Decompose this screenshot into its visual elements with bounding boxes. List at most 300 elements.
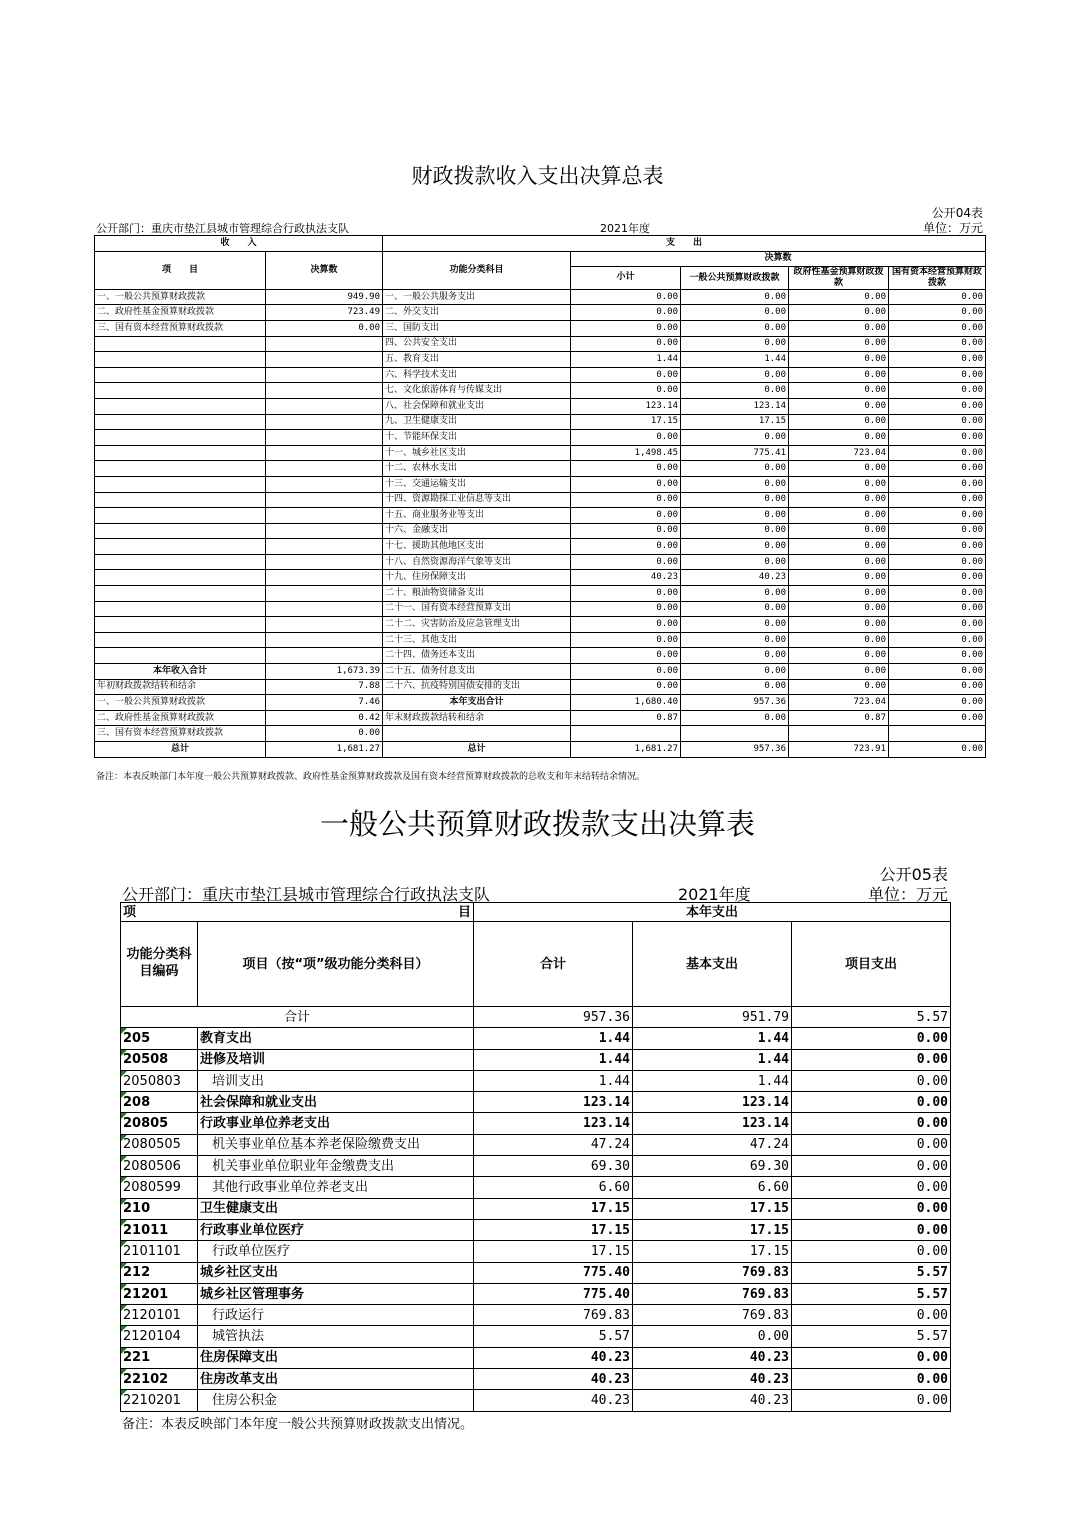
summary-row [95,617,986,633]
summary-row [95,554,986,570]
cell-marker-icon [121,1156,127,1162]
expense-func-item: 十八、自然资源海洋气象等支出 [383,554,571,570]
expense-general: 0.00 [681,710,789,726]
expense-state: 0.00 [889,601,986,617]
expense-general: 775.41 [681,445,789,461]
expense-state: 0.00 [889,679,986,695]
expense-subtotal: 0.00 [571,367,681,383]
expense-func-item: 十三、交通运输支出 [383,476,571,492]
function-code [121,1177,198,1198]
income-item [95,632,266,648]
summary-row [95,445,986,461]
cell-marker-icon [121,1177,127,1183]
expense-general: 0.00 [681,539,789,555]
expense-general [681,726,789,742]
project-header: 项目支出 [792,922,951,1007]
income-item [95,601,266,617]
expense-state: 0.00 [889,305,986,321]
expense-subtotal: 0.00 [571,539,681,555]
function-code-text: 2080506 [123,1158,181,1174]
expense-basic: 17.15 [633,1241,792,1262]
cell-marker-icon [121,1028,127,1034]
summary-row [95,289,986,305]
income-item [95,383,266,399]
expense-general: 0.00 [681,305,789,321]
expense-total: 123.14 [474,1113,633,1134]
expense-general: 0.00 [681,523,789,539]
expense-basic: 17.15 [633,1198,792,1219]
expense-subtotal: 0.00 [571,586,681,602]
function-code [121,1049,198,1070]
expense-project: 5.57 [792,1326,951,1347]
expense-fund: 0.00 [789,601,889,617]
table2-dept: 公开部门：重庆市垫江县城市管理综合行政执法支队 [122,885,491,904]
expense-fund: 0.00 [789,414,889,430]
function-name: 卫生健康支出 [198,1198,474,1219]
income-amount [266,476,383,492]
expense-total: 775.40 [474,1262,633,1283]
expense-state: 0.00 [889,383,986,399]
expense-fund: 0.00 [789,648,889,664]
expense-fund: 0.00 [789,492,889,508]
final-header: 决算数 [571,251,986,267]
general-budget-header: 一般公共预算财政拨款 [681,267,789,290]
expense-basic: 40.23 [633,1390,792,1411]
expense-general: 0.00 [681,336,789,352]
income-amount: 7.88 [266,679,383,695]
expense-row [121,1369,951,1390]
expense-basic: 40.23 [633,1369,792,1390]
expense-row [121,1092,951,1113]
function-code [121,1347,198,1368]
function-name: 行政运行 [198,1305,474,1326]
income-amount [266,492,383,508]
summary-row [95,664,986,680]
expense-fund: 0.00 [789,570,889,586]
expense-state: 0.00 [889,492,986,508]
income-item: 三、国有资本经营预算财政拨款 [95,726,266,742]
expense-total: 775.40 [474,1283,633,1304]
income-amount [266,398,383,414]
expense-general: 0.00 [681,586,789,602]
cell-marker-icon [121,1348,127,1354]
income-item: 二、政府性基金预算财政拨款 [95,710,266,726]
expense-project: 0.00 [792,1177,951,1198]
expense-subtotal: 0.00 [571,305,681,321]
summary-row [95,726,986,742]
summary-row [95,508,986,524]
function-code-text: 2080505 [123,1137,181,1153]
expense-fund: 0.00 [789,539,889,555]
income-item [95,570,266,586]
function-name: 行政单位医疗 [198,1241,474,1262]
expense-subtotal: 0.00 [571,492,681,508]
expense-fund: 0.00 [789,367,889,383]
income-item: 年初财政拨款结转和结余 [95,679,266,695]
expense-row [121,1028,951,1049]
expense-state: 0.00 [889,398,986,414]
expense-total: 17.15 [474,1198,633,1219]
expense-project: 0.00 [792,1049,951,1070]
income-amount: 0.42 [266,710,383,726]
expense-row [121,1326,951,1347]
item-header: 项 目 [95,251,266,289]
expense-func-item [383,726,571,742]
function-code [121,1156,198,1177]
cell-marker-icon [121,1092,127,1098]
expense-total: 1.44 [474,1070,633,1091]
expense-row [121,1070,951,1091]
expense-func-item: 十二、农林水支出 [383,461,571,477]
income-amount: 0.00 [266,320,383,336]
income-amount [266,367,383,383]
expense-row [121,1198,951,1219]
expense-project: 0.00 [792,1369,951,1390]
expense-func-item: 二十一、国有资本经营预算支出 [383,601,571,617]
table1-form-no: 公开04表 [931,206,983,220]
expense-total: 47.24 [474,1134,633,1155]
summary-row [95,710,986,726]
expense-func-item: 总计 [383,742,571,758]
expense-general: 0.00 [681,461,789,477]
expense-func-item: 七、文化旅游体育与传媒支出 [383,383,571,399]
expense-state: 0.00 [889,445,986,461]
expense-state: 0.00 [889,648,986,664]
income-amount [266,554,383,570]
function-code-text: 212 [123,1265,151,1281]
summary-row [95,742,986,758]
table2-title: 一般公共预算财政拨款支出决算表 [319,807,755,841]
expense-basic: 1.44 [633,1070,792,1091]
function-code-text: 210 [123,1201,151,1217]
expense-basic: 69.30 [633,1156,792,1177]
cell-marker-icon [121,1369,127,1375]
current-year-header: 本年支出 [474,903,951,922]
expense-func-item: 十、节能环保支出 [383,430,571,446]
expense-general: 17.15 [681,414,789,430]
expense-fund: 0.00 [789,289,889,305]
expense-state: 0.00 [889,710,986,726]
cell-marker-icon [121,1135,127,1141]
summary-row [95,383,986,399]
income-amount [266,336,383,352]
expense-general: 0.00 [681,289,789,305]
expense-project: 0.00 [792,1241,951,1262]
expense-total: 69.30 [474,1156,633,1177]
cell-marker-icon [121,1390,127,1396]
expense-fund: 0.00 [789,476,889,492]
function-code-text: 21011 [123,1222,169,1238]
state-capital-header: 国有资本经营预算财政拨款 [889,267,986,290]
income-item: 二、政府性基金预算财政拨款 [95,305,266,321]
summary-row [95,461,986,477]
expense-general: 0.00 [681,664,789,680]
general-budget-expense-table [120,902,951,1412]
income-amount [266,414,383,430]
expense-subtotal: 0.00 [571,430,681,446]
expense-state: 0.00 [889,554,986,570]
expense-row [121,1219,951,1240]
expense-project: 0.00 [792,1028,951,1049]
expense-state: 0.00 [889,289,986,305]
cell-marker-icon [121,1220,127,1226]
function-code-text: 205 [123,1030,151,1046]
expense-subtotal: 0.00 [571,554,681,570]
function-code [121,1113,198,1134]
function-name: 城管执法 [198,1326,474,1347]
income-amount [266,539,383,555]
expense-fund: 0.00 [789,398,889,414]
function-name: 行政事业单位养老支出 [198,1113,474,1134]
expense-state: 0.00 [889,632,986,648]
income-item [95,461,266,477]
cell-marker-icon [121,1284,127,1290]
expense-state: 0.00 [889,430,986,446]
income-item [95,445,266,461]
expense-general: 0.00 [681,632,789,648]
expense-row [121,1347,951,1368]
expense-general: 0.00 [681,554,789,570]
total-row-basic: 951.79 [633,1007,792,1028]
expense-fund: 0.00 [789,632,889,648]
expense-func-item: 二、外交支出 [383,305,571,321]
expense-func-item: 四、公共安全支出 [383,336,571,352]
expense-state: 0.00 [889,476,986,492]
expense-state: 0.00 [889,461,986,477]
function-code-text: 2120104 [123,1329,181,1345]
expense-func-item: 二十二、灾害防治及应急管理支出 [383,617,571,633]
expense-fund: 0.00 [789,305,889,321]
expense-state: 0.00 [889,414,986,430]
expense-total: 17.15 [474,1241,633,1262]
expense-row [121,1390,951,1411]
expense-state: 0.00 [889,664,986,680]
expense-func-item: 十九、住房保障支出 [383,570,571,586]
income-amount: 1,673.39 [266,664,383,680]
summary-row [95,648,986,664]
expense-func-item: 十五、商业服务业等支出 [383,508,571,524]
income-item [95,554,266,570]
function-code [121,1219,198,1240]
income-item: 本年收入合计 [95,664,266,680]
cell-marker-icon [121,1263,127,1269]
expense-row [121,1113,951,1134]
expense-general: 40.23 [681,570,789,586]
expense-fund: 0.00 [789,336,889,352]
summary-row [95,539,986,555]
expense-project: 0.00 [792,1390,951,1411]
expense-basic: 6.60 [633,1177,792,1198]
expense-general: 0.00 [681,601,789,617]
function-code-text: 208 [123,1094,151,1110]
expense-project: 0.00 [792,1198,951,1219]
expense-subtotal: 40.23 [571,570,681,586]
amount-header: 决算数 [266,251,383,289]
expense-fund: 0.00 [789,320,889,336]
expense-general: 0.00 [681,383,789,399]
table1-title: 财政拨款收入支出决算总表 [411,164,664,188]
income-item [95,414,266,430]
expense-func-item: 十一、城乡社区支出 [383,445,571,461]
income-amount [266,586,383,602]
income-item [95,617,266,633]
expense-subtotal: 1,681.27 [571,742,681,758]
expense-project: 0.00 [792,1156,951,1177]
income-amount: 949.90 [266,289,383,305]
expense-func-item: 二十四、债务还本支出 [383,648,571,664]
summary-row [95,367,986,383]
cell-marker-icon [121,1326,127,1332]
expense-state: 0.00 [889,586,986,602]
expense-state: 0.00 [889,320,986,336]
expense-fund [789,726,889,742]
expense-fund: 0.00 [789,461,889,477]
income-item: 三、国有资本经营预算财政拨款 [95,320,266,336]
expense-project: 0.00 [792,1347,951,1368]
income-item [95,367,266,383]
cell-marker-icon [121,1199,127,1205]
expense-func-item: 十六、金融支出 [383,523,571,539]
expense-func-item: 二十六、抗疫特别国债安排的支出 [383,679,571,695]
expense-fund: 0.00 [789,586,889,602]
table1-unit: 单位：万元 [922,221,983,235]
income-amount [266,617,383,633]
summary-row [95,679,986,695]
summary-row [95,492,986,508]
income-amount: 0.00 [266,726,383,742]
summary-row [95,430,986,446]
expense-func-item: 本年支出合计 [383,695,571,711]
income-item [95,476,266,492]
income-amount: 7.46 [266,695,383,711]
income-item [95,336,266,352]
expense-general: 0.00 [681,508,789,524]
expense-subtotal: 0.00 [571,632,681,648]
summary-row [95,352,986,368]
expense-fund: 0.00 [789,523,889,539]
expense-func-item: 六、科学技术支出 [383,367,571,383]
expense-state: 0.00 [889,539,986,555]
expense-fund: 0.00 [789,383,889,399]
expense-row [121,1134,951,1155]
function-code [121,1262,198,1283]
income-amount [266,430,383,446]
expense-func-item: 二十五、债务付息支出 [383,664,571,680]
expense-func-item: 五、教育支出 [383,352,571,368]
expense-subtotal: 0.00 [571,461,681,477]
expense-func-item: 十七、援助其他地区支出 [383,539,571,555]
expense-state: 0.00 [889,523,986,539]
income-item [95,586,266,602]
expense-general: 0.00 [681,617,789,633]
expense-fund: 0.00 [789,664,889,680]
expense-basic: 123.14 [633,1113,792,1134]
income-amount [266,523,383,539]
expense-general: 0.00 [681,430,789,446]
expense-general: 957.36 [681,742,789,758]
expense-subtotal: 0.00 [571,617,681,633]
function-code [121,1241,198,1262]
income-amount [266,445,383,461]
summary-row [95,320,986,336]
fund-budget-header: 政府性基金预算财政拨款 [789,267,889,290]
expense-state [889,726,986,742]
expense-fund: 0.00 [789,430,889,446]
income-item: 总计 [95,742,266,758]
expense-basic: 769.83 [633,1262,792,1283]
function-name: 社会保障和就业支出 [198,1092,474,1113]
expense-subtotal: 0.00 [571,336,681,352]
expense-project: 0.00 [792,1070,951,1091]
table2-year: 2021年度 [678,885,751,904]
expense-func-item: 二十三、其他支出 [383,632,571,648]
fiscal-summary-table [94,235,986,758]
table1-note: 备注：本表反映部门本年度一般公共预算财政拨款、政府性基金预算财政拨款及国有资本经营预算财政拨款的总收支和年末结转结余情况。 [96,772,646,782]
expense-total: 1.44 [474,1028,633,1049]
income-amount [266,461,383,477]
cell-marker-icon [121,1071,127,1077]
expense-basic: 47.24 [633,1134,792,1155]
expense-subtotal: 0.00 [571,679,681,695]
expense-row [121,1049,951,1070]
expense-basic: 1.44 [633,1028,792,1049]
expense-row [121,1156,951,1177]
expense-general: 957.36 [681,695,789,711]
expense-row [121,1241,951,1262]
expense-basic: 0.00 [633,1326,792,1347]
expense-state: 0.00 [889,367,986,383]
function-name: 住房保障支出 [198,1347,474,1368]
expense-fund: 0.00 [789,554,889,570]
summary-row [95,632,986,648]
expense-row [121,1262,951,1283]
income-header: 收 入 [95,236,383,252]
expense-header: 支 出 [383,236,986,252]
function-name: 机关事业单位职业年金缴费支出 [198,1156,474,1177]
expense-subtotal: 0.00 [571,601,681,617]
expense-state: 0.00 [889,352,986,368]
expense-func-item: 年末财政拨款结转和结余 [383,710,571,726]
function-code [121,1369,198,1390]
expense-basic: 769.83 [633,1283,792,1304]
expense-subtotal: 0.00 [571,664,681,680]
function-name: 进修及培训 [198,1049,474,1070]
expense-fund: 723.04 [789,695,889,711]
expense-subtotal: 0.00 [571,320,681,336]
expense-total: 17.15 [474,1219,633,1240]
cell-marker-icon [121,1050,127,1056]
summary-row [95,570,986,586]
function-code-text: 2120101 [123,1307,181,1323]
function-name: 培训支出 [198,1070,474,1091]
item-header-right: 目 [457,904,471,920]
expense-project: 5.57 [792,1262,951,1283]
expense-state: 0.00 [889,570,986,586]
summary-row [95,414,986,430]
function-name: 机关事业单位基本养老保险缴费支出 [198,1134,474,1155]
function-name: 城乡社区管理事务 [198,1283,474,1304]
expense-row [121,1305,951,1326]
expense-subtotal: 17.15 [571,414,681,430]
function-code-text: 2080599 [123,1180,181,1196]
expense-state: 0.00 [889,695,986,711]
income-item: 一、一般公共预算财政拨款 [95,695,266,711]
item-header-cell [121,903,474,922]
expense-subtotal: 0.00 [571,648,681,664]
expense-basic: 123.14 [633,1092,792,1113]
expense-basic: 769.83 [633,1305,792,1326]
income-amount [266,352,383,368]
